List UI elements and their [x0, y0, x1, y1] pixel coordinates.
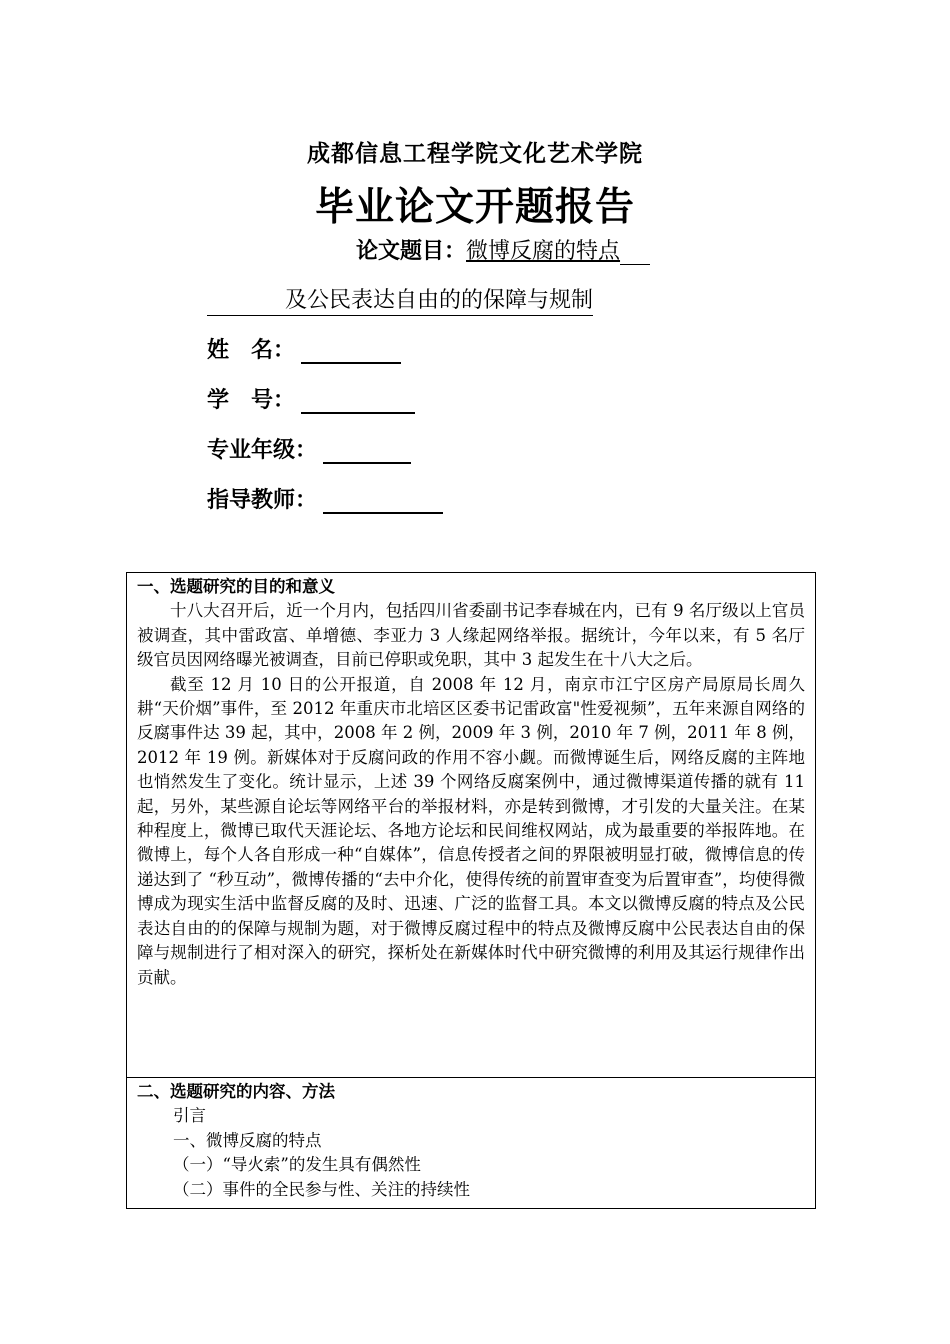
name-field: [207, 333, 401, 364]
outline-item: 引言: [173, 1106, 206, 1126]
thesis-topic-line1: [356, 234, 650, 265]
major-field: [207, 433, 411, 464]
name-label: 姓 名：: [207, 337, 296, 363]
section-purpose-cell: [127, 573, 816, 1078]
proposal-table: [126, 572, 816, 1209]
section1-paragraph: 十八大召开后，近一个月内，包括四川省委副书记李春城在内，已有 9 名厅级以上官员被调查，其中雷政富、单增德、李亚力 3 人缘起网络举报。据统计，今年以来，有 5 名厅级官员因网络曝光被调查，目前已停职或免职，其中 3 起发生在十八大之后。: [137, 601, 805, 670]
major-blank[interactable]: [323, 438, 411, 464]
major-label: 专业年级：: [207, 437, 318, 463]
student-id-field: [207, 383, 415, 414]
student-id-blank[interactable]: [301, 388, 415, 414]
outline-item: （二）事件的全民参与性、关注的持续性: [173, 1179, 470, 1199]
section-content-cell: [127, 1078, 816, 1209]
section1-heading: 一、选题研究的目的和意义: [137, 577, 335, 596]
name-blank[interactable]: [301, 338, 401, 364]
section1-paragraph: 截至 12 月 10 日的公开报道，自 2008 年 12 月，南京市江宁区房产局原局长周久耕“天价烟”事件，至 2012 年重庆市北培区区委书记雷政富"性爱视频”，五年来源自网络的反腐事件达 39 起，其中，2008 年 2 例，2009 年 3 例，2010 年 7 例，2011 年 8 例，2012 年 19 例。新媒体对于反腐问政的作用不容小觑。而微博诞生后，网络反腐的主阵地也悄然发生了变化。统计显示，上述 39 个网络反腐案例中，通过微博渠道传播的就有 11 起，另外，某些源自论坛等网络平台的举报材料，亦是转到微博，才引发的大量关注。在某种程度上，微博已取代天涯论坛、各地方论坛和民间维权网站，成为最重要的举报阵地。在微博上，每个人各自形成一种“自媒体”，信息传授者之间的界限被明显打破，微博信息的传递达到了 “秒互动”，微博传播的“去中介化，使得传统的前置审查变为后置审查”，均使得微博成为现实生活中监督反腐的及时、迅速、广泛的监督工具。本文以微博反腐的特点及公民表达自由的的保障与规制为题，对于微博反腐过程中的特点及微博反腐中公民表达自由的保障与规制进行了相对深入的研究，探析处在新媒体时代中研究微博的利用及其运行规律作出贡献。: [137, 674, 805, 987]
topic-underline: [620, 242, 650, 265]
section2-heading: 二、选题研究的内容、方法: [137, 1082, 335, 1101]
topic-value-line1: 微博反腐的特点: [466, 239, 621, 264]
college-name: 成都信息工程学院文化艺术学院: [307, 140, 643, 167]
outline-item: 一、微博反腐的特点: [173, 1130, 322, 1150]
report-title: 毕业论文开题报告: [314, 184, 635, 230]
topic-value-line2: 及公民表达自由的的保障与规制: [207, 287, 593, 316]
advisor-blank[interactable]: [323, 488, 443, 514]
outline-item: （一）“导火索”的发生具有偶然性: [173, 1155, 421, 1175]
advisor-label: 指导教师：: [207, 487, 318, 513]
advisor-field: [207, 483, 443, 514]
student-id-label: 学 号：: [207, 387, 296, 413]
topic-label: 论文题目：: [356, 238, 467, 264]
